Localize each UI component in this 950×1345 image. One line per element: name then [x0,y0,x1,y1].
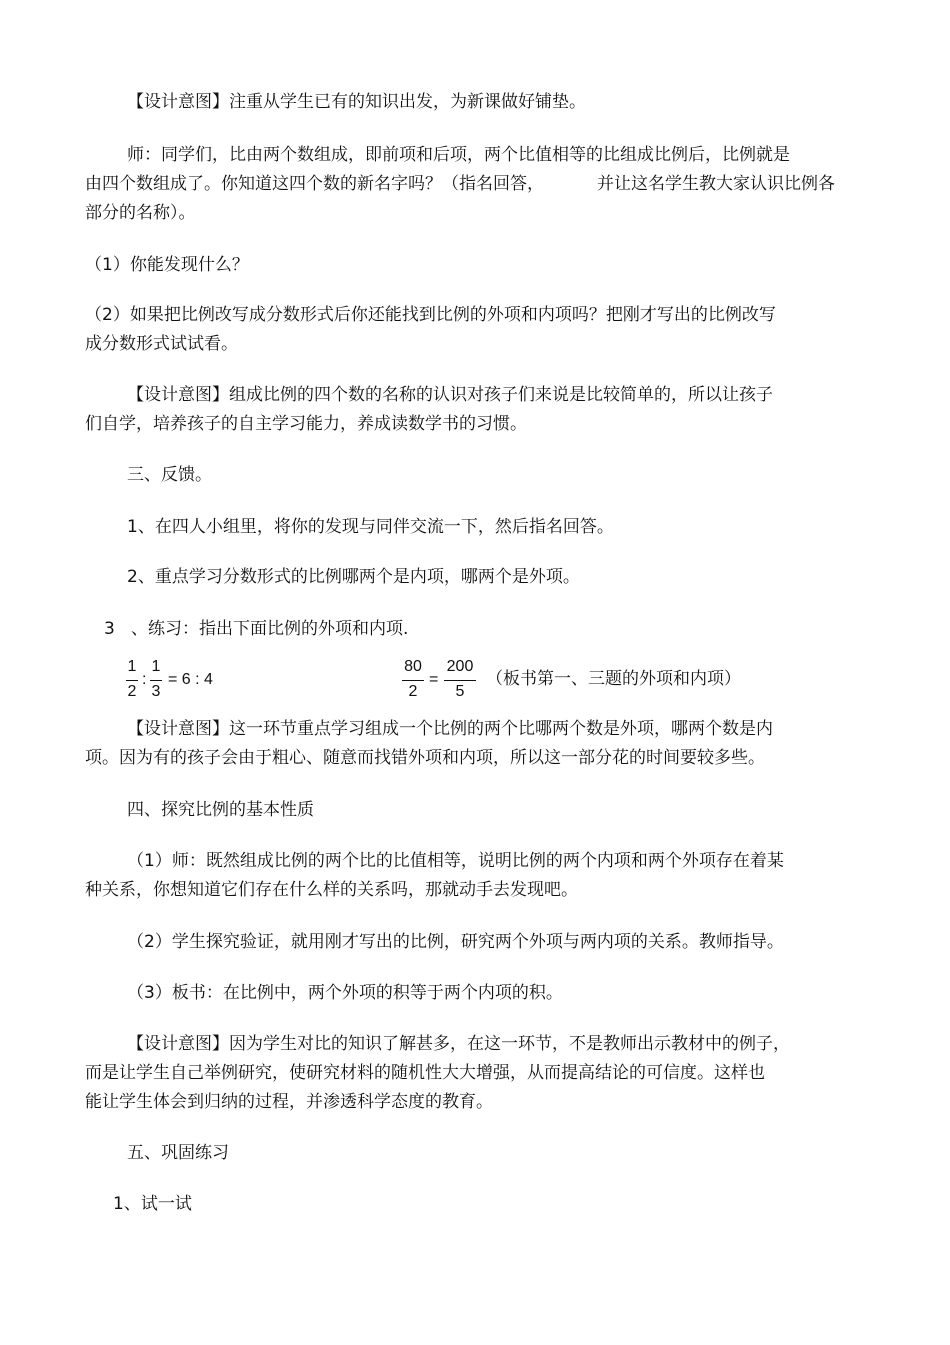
teacher-dialogue-line-2a: 由四个数组成了。你知道这四个数的新名字吗？（指名回答， [85,174,544,194]
fraction-eighty-over-two [402,658,424,704]
teacher-dialogue-line-3: 部分的名称）。 [85,203,196,223]
explore-item-2: （2）学生探究验证，就用刚才写出的比例，研究两个外项与两内项的关系。教师指导。 [127,932,784,952]
fraction-numerator: 80 [404,658,422,675]
fraction-denominator: 2 [408,683,418,700]
fraction-denominator: 3 [151,683,161,700]
design-intent-3-line-2: 项。因为有的孩子会由于粗心、随意而找错外项和内项，所以这一部分花的时间要较多些。 [85,748,765,768]
fraction-two-hundred-over-five [444,658,476,704]
fraction-denominator: 5 [455,683,465,700]
practice-item-1: 1、试一试 [113,1194,192,1214]
section-heading-explore: 四、探究比例的基本性质 [127,800,314,820]
design-intent-1: 【设计意图】注重从学生已有的知识出发，为新课做好铺垫。 [127,92,586,112]
fraction-one-third [150,658,162,704]
explore-item-1-line-1: （1）师：既然组成比例的两个比的比值相等，说明比例的两个内项和两个外项存在着某 [127,851,784,871]
ratio-right-side: = 6 : 4 [168,671,213,688]
feedback-item-3-number: 3 [104,619,115,639]
fraction-bar [150,680,162,681]
question-2-line-2: 成分数形式试试看。 [85,334,238,354]
question-2-line-1: （2）如果把比例改写成分数形式后你还能找到比例的外项和内项吗？把刚才写出的比例改写 [85,305,776,325]
ratio-colon: : [142,671,147,688]
teacher-dialogue-line-1: 师：同学们，比由两个数组成，即前项和后项，两个比值相等的比组成比例后，比例就是 [127,145,790,165]
question-1: （1）你能发现什么？ [85,255,249,275]
fraction-numerator: 1 [127,658,137,675]
design-intent-2-line-1: 【设计意图】组成比例的四个数的名称的认识对孩子们来说是比较简单的，所以让孩子 [127,385,773,405]
fraction-bar [126,680,138,681]
design-intent-4-line-1: 【设计意图】因为学生对比的知识了解甚多，在这一环节，不是教师出示教材中的例子， [127,1034,790,1054]
fraction-bar [444,680,476,681]
section-heading-practice: 五、巩固练习 [127,1143,229,1163]
section-heading-feedback: 三、反馈。 [127,465,212,485]
design-intent-3-line-1: 【设计意图】这一环节重点学习组成一个比例的两个比哪两个数是外项，哪两个数是内 [127,719,773,739]
fraction-numerator: 200 [446,658,474,675]
feedback-item-1: 1、在四人小组里，将你的发现与同伴交流一下，然后指名回答。 [127,517,614,537]
design-intent-2-line-2: 们自学，培养孩子的自主学习能力，养成读数学书的习惯。 [85,414,527,434]
fraction-numerator: 1 [151,658,161,675]
explore-item-3: （3）板书：在比例中，两个外项的积等于两个内项的积。 [127,983,563,1003]
teacher-dialogue-line-2b: 并让这名学生教大家认识比例各 [597,174,835,194]
feedback-item-3-text: 、练习：指出下面比例的外项和内项. [131,619,409,639]
explore-item-1-line-2: 种关系，你想知道它们存在什么样的关系吗，那就动手去发现吧。 [85,880,578,900]
fraction-denominator: 2 [127,683,137,700]
design-intent-4-line-2: 而是让学生自己举例研究，使研究材料的随机性大大增强，从而提高结论的可信度。这样也 [85,1063,765,1083]
equals-sign: = [429,671,439,688]
fraction-one-half [126,658,138,704]
fraction-bar [402,680,424,681]
feedback-item-2: 2、重点学习分数形式的比例哪两个是内项，哪两个是外项。 [127,567,580,587]
design-intent-4-line-3: 能让学生体会到归纳的过程，并渗透科学态度的教育。 [85,1092,493,1112]
board-note: （板书第一、三题的外项和内项） [486,669,741,689]
